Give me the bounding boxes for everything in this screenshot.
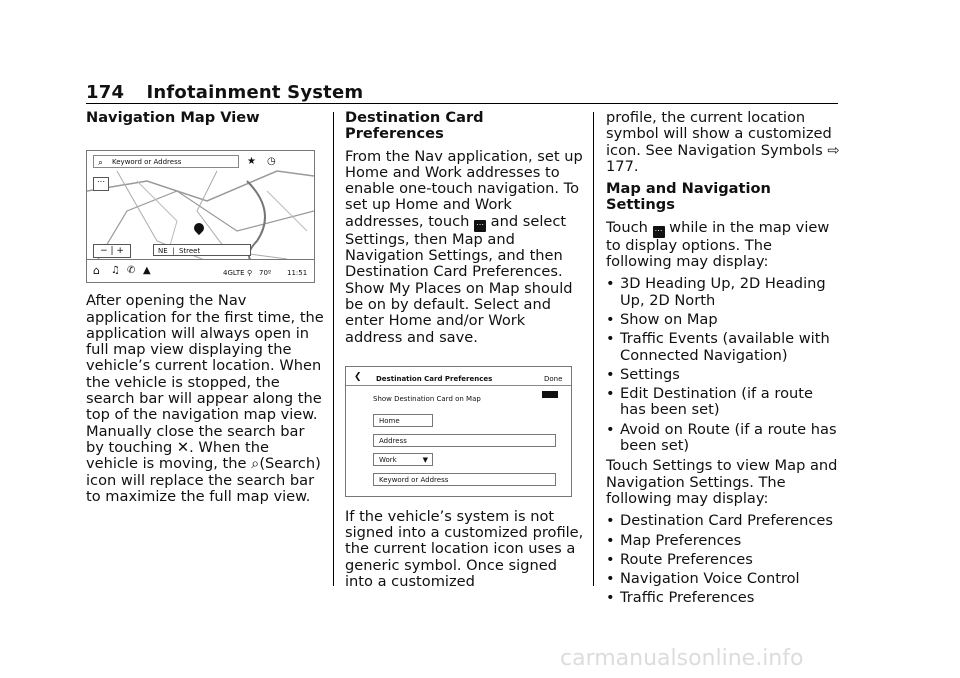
phone-icon[interactable]: ✆ <box>127 265 136 277</box>
work-label: Work <box>379 455 397 464</box>
zoom-controls[interactable]: − | + <box>93 244 131 258</box>
favorite-star-icon[interactable]: ★ <box>247 156 256 168</box>
nav-map-screenshot <box>86 150 315 283</box>
watermark: carmanualsonline.info <box>560 646 804 671</box>
profile-paragraph: If the vehicle’s system is not signed into a customized profile, the current location icon uses a generic symbol. Once signed into a customized <box>345 507 584 591</box>
page-number: 174 <box>86 82 125 103</box>
column-1 <box>86 110 324 511</box>
status-bar <box>87 259 314 282</box>
location-pin-icon: ⚲ <box>247 269 253 278</box>
list-item: • Traffic Events (available with Connected Navigation) <box>606 330 830 364</box>
para-text-a: After opening the Nav application for the first time, the application will always open in full map view displaying the vehicle’s current location. When the vehicle is stopped, the search bar will appear along the top of the navigation map view. Manually close the search bar by touching <box>86 292 324 456</box>
temperature: 70º <box>259 269 272 278</box>
list-item: • Traffic Preferences <box>606 589 755 607</box>
settings-paragraph: Touch Settings to view Map and Navigation Settings. The following may display: <box>606 457 838 507</box>
chevron-down-icon: ▼ <box>422 455 428 464</box>
para-text-b: . When the vehicle is moving, the <box>86 438 269 473</box>
audio-icon[interactable]: ♫ <box>111 265 120 277</box>
done-button[interactable]: Done <box>544 374 563 383</box>
column-divider-1 <box>333 112 334 586</box>
nav-map-view-heading: Navigation Map View <box>86 109 260 126</box>
list-item: • 3D Heading Up, 2D Heading Up, 2D North <box>606 275 826 309</box>
toggle-label: Show Destination Card on Map <box>373 394 481 403</box>
continued-paragraph <box>606 110 842 175</box>
para-text-b: while in the map view to display options. The following may display: <box>606 218 830 271</box>
prefs-title: Destination Card Preferences <box>376 374 493 383</box>
list-item: • Settings <box>606 365 680 383</box>
list-item: • Navigation Voice Control <box>606 570 800 588</box>
para-text: profile, the current location symbol will show a customized icon. See Navigation Symbols <box>606 109 832 159</box>
page-ref[interactable]: 177. <box>606 157 639 175</box>
section-title: Infotainment System <box>146 82 364 103</box>
home-field[interactable]: Home <box>373 414 433 427</box>
menu-dots-icon: ⋯ <box>653 226 665 238</box>
map-nav-settings-heading: Map and Navigation Settings <box>606 180 771 214</box>
list-item: • Route Preferences <box>606 550 753 568</box>
keyword-field[interactable]: Keyword or Address <box>373 473 556 486</box>
recents-clock-icon[interactable]: ◷ <box>267 156 276 168</box>
close-icon: ✕ <box>176 438 190 456</box>
page-ref-icon: ⇨ <box>827 141 840 159</box>
back-chevron-icon[interactable]: ❮ <box>354 371 362 382</box>
list-item: • Avoid on Route (if a route has been set) <box>606 420 837 455</box>
header-rule <box>86 103 838 104</box>
prefs-title-bar <box>346 367 571 386</box>
list-item: • Map Preferences <box>606 531 742 549</box>
dest-card-prefs-screenshot <box>345 366 572 497</box>
map-options-list <box>606 276 842 454</box>
para-text-a: From the Nav application, set up Home and Work addresses to enable one-touch navigation. To set up Home and Work addresses, touch <box>345 147 583 230</box>
map-search-bar[interactable] <box>93 155 239 168</box>
page-header <box>86 82 363 103</box>
search-icon: ⌕ <box>251 455 260 473</box>
column-2 <box>345 110 585 596</box>
toggle-switch[interactable] <box>542 391 558 398</box>
para-text-b: and select Settings, then Map and Navigation Settings, and then Destination Card Preferences. Show My Places on Map should be on by default. Select and enter Home and/or Work address and save. <box>345 212 573 346</box>
column-divider-2 <box>593 112 594 586</box>
column-3 <box>606 110 842 611</box>
list-item: • Destination Card Preferences <box>606 512 833 530</box>
touch-paragraph <box>606 220 842 271</box>
dest-card-heading: Destination Card Preferences <box>345 109 484 143</box>
street-label-bar: NE | Street <box>153 244 251 256</box>
list-item: • Edit Destination (if a route has been set) <box>606 385 813 419</box>
toggle-row[interactable] <box>346 389 571 403</box>
list-item: • Show on Map <box>606 310 718 328</box>
home-icon[interactable]: ⌂ <box>93 264 100 278</box>
menu-dots-icon: ⋯ <box>474 220 486 232</box>
settings-options-list <box>606 513 842 606</box>
address-field[interactable]: Address <box>373 434 556 447</box>
nav-icon[interactable]: ▲ <box>143 265 151 277</box>
search-icon: ⌕ <box>98 158 104 169</box>
menu-dots-icon[interactable]: ⋯ <box>93 177 109 191</box>
work-dropdown[interactable] <box>373 453 433 466</box>
clock-time: 11:51 <box>287 269 308 278</box>
dest-card-paragraph <box>345 149 585 346</box>
para-text-c: (Search) icon will replace the search bar to maximize the full map view. <box>86 455 321 505</box>
search-placeholder: Keyword or Address <box>112 158 182 167</box>
street-name: Street <box>178 247 201 256</box>
signal-indicator: 4GLTE <box>223 269 245 278</box>
heading-direction: NE <box>158 247 168 256</box>
nav-map-paragraph <box>86 293 324 505</box>
para-text-a: Touch <box>606 218 648 236</box>
